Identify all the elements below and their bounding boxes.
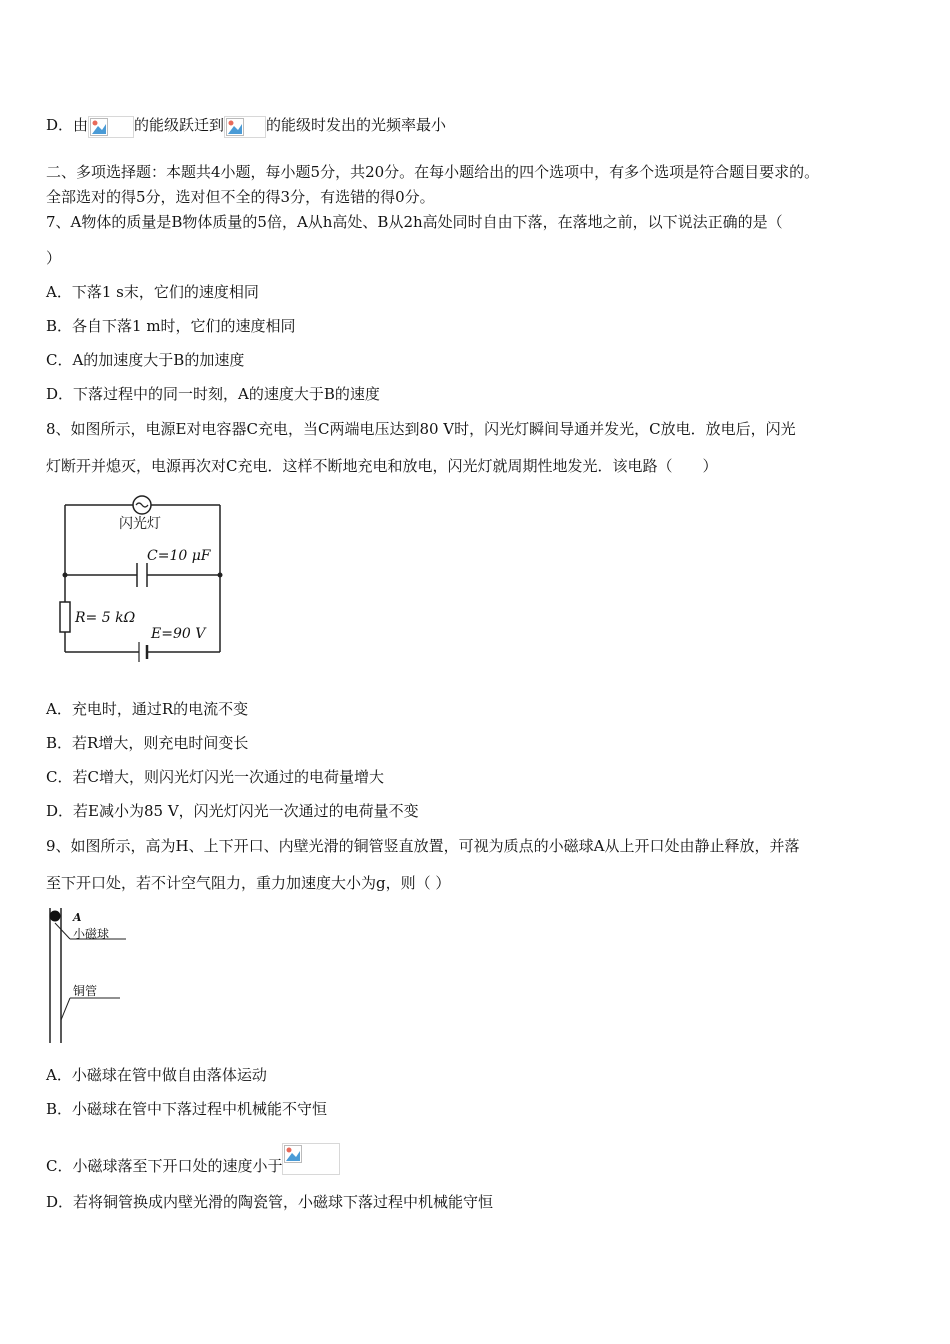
q7-option-a: A．下落1 s末，它们的速度相同	[46, 283, 259, 301]
junction-node	[63, 573, 68, 578]
q6-d-mid: 的能级跃迁到	[134, 116, 225, 134]
lamp-label: 闪光灯	[119, 516, 161, 532]
q9-c-text: C．小磁球落至下开口处的速度小于	[46, 1157, 283, 1175]
q6-d-prefix: D．由	[46, 116, 89, 134]
q8-option-c: C．若C增大，则闪光灯闪光一次通过的电荷量增大	[46, 768, 384, 786]
ball-letter: A	[73, 911, 82, 924]
q7-stem-line1: 7、A物体的质量是B物体质量的5倍，A从h高处、B从2h高处同时自由下落，在落地之前，以下说法正确的是（	[46, 213, 783, 231]
q7-stem-line2: ）	[46, 249, 62, 267]
section2-line1: 二、多项选择题：本题共4小题，每小题5分，共20分。在每小题给出的四个选项中，有多个选项是符合题目要求的。	[46, 163, 820, 181]
q8-option-a: A．充电时，通过R的电流不变	[46, 700, 249, 718]
ball-label: 小磁球	[73, 927, 110, 941]
formula-image-icon	[282, 1143, 340, 1175]
circuit-diagram	[55, 490, 230, 670]
magnetic-ball	[50, 911, 61, 922]
formula-image-icon	[88, 116, 134, 138]
source-label: E=90 V	[151, 626, 206, 642]
q7-option-c: C．A的加速度大于B的加速度	[46, 351, 245, 369]
q6-option-d	[46, 115, 446, 138]
tube-label: 铜管	[73, 984, 98, 998]
formula-image-icon	[224, 116, 266, 138]
section2-line2: 全部选对的得5分，选对但不全的得3分，有选错的得0分。	[46, 188, 435, 206]
q8-stem-line1: 8、如图所示，电源E对电容器C充电，当C两端电压达到80 V时，闪光灯瞬间导通并发光，C放电．放电后，闪光	[46, 420, 796, 438]
q8-option-b: B．若R增大，则充电时间变长	[46, 734, 249, 752]
q6-d-suffix: 的能级时发出的光频率最小	[266, 116, 447, 134]
q7-option-b: B．各自下落1 m时，它们的速度相同	[46, 317, 296, 335]
q9-stem-line2: 至下开口处，若不计空气阻力，重力加速度大小为g，则（ ）	[46, 874, 451, 892]
capacitor-label: C=10 μF	[147, 548, 211, 564]
copper-tube-diagram	[40, 905, 140, 1050]
q9-stem-line1: 9、如图所示，高为H、上下开口、内壁光滑的铜管竖直放置，可视为质点的小磁球A从上开口处由静止释放，并落	[46, 837, 800, 855]
q9-option-d: D．若将铜管换成内壁光滑的陶瓷管，小磁球下落过程中机械能守恒	[46, 1193, 494, 1211]
resistor-label: R= 5 kΩ	[75, 610, 136, 626]
q7-option-d: D．下落过程中的同一时刻，A的速度大于B的速度	[46, 385, 380, 403]
q8-option-d: D．若E减小为85 V，闪光灯闪光一次通过的电荷量不变	[46, 802, 419, 820]
q9-option-c	[46, 1143, 340, 1176]
q9-option-a: A．小磁球在管中做自由落体运动	[46, 1066, 267, 1084]
q9-option-b: B．小磁球在管中下落过程中机械能不守恒	[46, 1100, 328, 1118]
q8-stem-line2: 灯断开并熄灭，电源再次对C充电．这样不断地充电和放电，闪光灯就周期性地发光．该电路（ ）	[46, 457, 718, 475]
junction-node	[218, 573, 223, 578]
